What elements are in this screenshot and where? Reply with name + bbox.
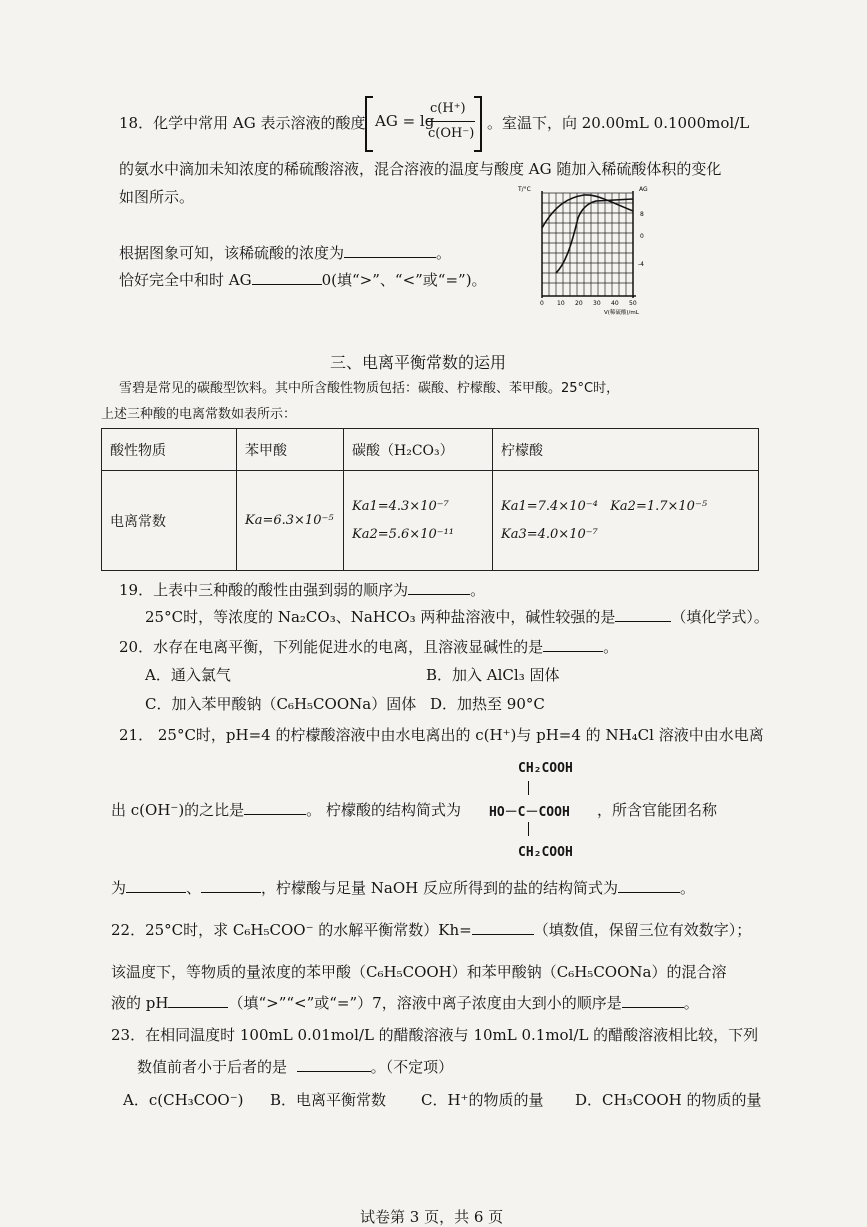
- graph-y-left-label: T/°C: [518, 186, 531, 193]
- q22-line2: 该温度下，等物质的量浓度的苯甲酸（C₆H₅COOH）和苯甲酸钠（C₆H₅COONa）的混合溶: [111, 963, 727, 981]
- q22-line1: 22．25°C时，求 C₆H₅COO⁻ 的水解平衡常数）Kh= （填数值，保留三位有效数字）；: [111, 921, 752, 939]
- answer-blank[interactable]: [344, 243, 436, 258]
- page-footer: 试卷第 3 页，共 6 页: [360, 1208, 504, 1226]
- table-header: 酸性物质: [102, 429, 237, 471]
- q21-line2: 出 c(OH⁻)的之比是 。 柠檬酸的结构简式为: [111, 801, 461, 819]
- ionization-constants-table: [101, 428, 759, 571]
- q18-line5: 恰好完全中和时 AG 0(填“>”、“<”或“=”)。: [119, 271, 487, 289]
- graph-right-tick: 0: [640, 233, 644, 240]
- graph-x-tick: 20: [575, 300, 583, 307]
- q21-line2-tail: ，所含官能团名称: [597, 801, 718, 819]
- section-intro-1: 雪碧是常见的碳酸型饮料。其中所含酸性物质包括：碳酸、柠檬酸、苯甲酸。25°C时，: [119, 381, 620, 396]
- q21-line1: 21． 25°C时，pH=4 的柠檬酸溶液中由水电离出的 c(H⁺)与 pH=4 的 NH₄Cl 溶液中由水电离: [119, 726, 764, 744]
- graph-x-label: V(稀硫酸)/mL: [604, 310, 639, 316]
- table-header: 柠檬酸: [493, 429, 759, 471]
- section-intro-2: 上述三种酸的电离常数如表所示：: [101, 407, 297, 422]
- answer-blank[interactable]: [168, 993, 228, 1008]
- graph-x-tick: 50: [629, 300, 637, 307]
- citric-struct-bot: CH₂COOH: [518, 845, 573, 860]
- graph-right-tick: 8: [640, 211, 644, 218]
- answer-blank[interactable]: [244, 800, 306, 815]
- answer-blank[interactable]: [622, 993, 684, 1008]
- answer-blank[interactable]: [126, 878, 186, 893]
- graph-y-right-label: AG: [639, 186, 648, 193]
- ag-curve: [556, 199, 633, 273]
- table-row: [102, 471, 759, 571]
- answer-blank[interactable]: [201, 878, 261, 893]
- graph-x-tick: 0: [540, 300, 544, 307]
- q20-option-c[interactable]: C．加入苯甲酸钠（C₆H₅COONa）固体: [145, 695, 417, 713]
- ag-formula-left: AG = lg: [375, 112, 435, 130]
- table-cell: Ka=6.3×10⁻⁵: [237, 471, 344, 571]
- q23-line2: 数值前者小于后者的是 。（不定项）: [137, 1058, 454, 1076]
- citric-struct-mid: HO－C－COOH: [489, 805, 570, 820]
- answer-blank[interactable]: [615, 607, 671, 622]
- bond-line: [528, 822, 529, 836]
- answer-blank[interactable]: [252, 270, 322, 285]
- ag-formula: [365, 96, 482, 148]
- section-title: 三、电离平衡常数的运用: [330, 353, 507, 372]
- q23-option-c[interactable]: C．H⁺的物质的量: [421, 1091, 544, 1109]
- table-header: 苯甲酸: [237, 429, 344, 471]
- answer-blank[interactable]: [408, 580, 470, 595]
- answer-blank[interactable]: [472, 920, 534, 935]
- table-header-row: [102, 429, 759, 471]
- ag-formula-denominator: c(OH⁻): [428, 126, 475, 141]
- q18-line2: 的氨水中滴加未知浓度的稀硫酸溶液，混合溶液的温度与酸度 AG 随加入稀硫酸体积的变化: [119, 160, 722, 178]
- q21-line3: 为 、 ，柠檬酸与足量 NaOH 反应所得到的盐的结构简式为 。: [111, 879, 696, 897]
- q19-line2: 25°C时，等浓度的 Na₂CO₃、NaHCO₃ 两种盐溶液中，碱性较强的是 （填化学式）。: [145, 608, 769, 626]
- citric-struct-top: CH₂COOH: [518, 761, 573, 776]
- q20-option-b[interactable]: B．加入 AlCl₃ 固体: [426, 666, 560, 684]
- q23-option-b[interactable]: B．电离平衡常数: [270, 1091, 387, 1109]
- q23-option-a[interactable]: A．c(CH₃COO⁻): [123, 1091, 244, 1109]
- q23-option-d[interactable]: D．CH₃COOH 的物质的量: [575, 1091, 762, 1109]
- q20-option-d[interactable]: D．加热至 90°C: [430, 695, 545, 713]
- graph-x-tick: 10: [557, 300, 565, 307]
- q18-line1-prefix: 18．化学中常用 AG 表示溶液的酸度: [119, 114, 366, 132]
- q18-line1-suffix: 。室温下，向 20.00mL 0.1000mol/L: [487, 114, 750, 132]
- fraction-bar: [427, 121, 475, 122]
- answer-blank[interactable]: [543, 637, 603, 652]
- q18-line3: 如图所示。: [119, 188, 195, 206]
- answer-blank[interactable]: [618, 878, 680, 893]
- q20-option-a[interactable]: A．通入氯气: [145, 666, 231, 684]
- q18-line4: 根据图象可知，该稀硫酸的浓度为 。: [119, 244, 452, 262]
- q23-line1: 23．在相同温度时 100mL 0.01mol/L 的醋酸溶液与 10mL 0.1mol/L 的醋酸溶液相比较，下列: [111, 1026, 759, 1044]
- answer-blank[interactable]: [297, 1057, 371, 1072]
- table-header: 碳酸（H₂CO₃）: [344, 429, 493, 471]
- graph-x-tick: 40: [611, 300, 619, 307]
- graph-right-tick: -4: [638, 261, 644, 268]
- q22-line3: 液的 pH （填“>”“<”或“=”）7，溶液中离子浓度由大到小的顺序是 。: [111, 994, 699, 1012]
- table-cell: 电离常数: [102, 471, 237, 571]
- table-cell: Ka1=7.4×10⁻⁴ Ka2=1.7×10⁻⁵ Ka3=4.0×10⁻⁷: [493, 471, 759, 571]
- bond-line: [528, 781, 529, 795]
- ag-formula-numerator: c(H⁺): [430, 101, 466, 116]
- table-cell: Ka1=4.3×10⁻⁷ Ka2=5.6×10⁻¹¹: [344, 471, 493, 571]
- q20-stem: 20．水存在电离平衡，下列能促进水的电离，且溶液显碱性的是 。: [119, 638, 619, 656]
- graph-x-tick: 30: [593, 300, 601, 307]
- q19-line1: 19．上表中三种酸的酸性由强到弱的顺序为 。: [119, 581, 486, 599]
- temperature-ag-graph: [516, 183, 666, 318]
